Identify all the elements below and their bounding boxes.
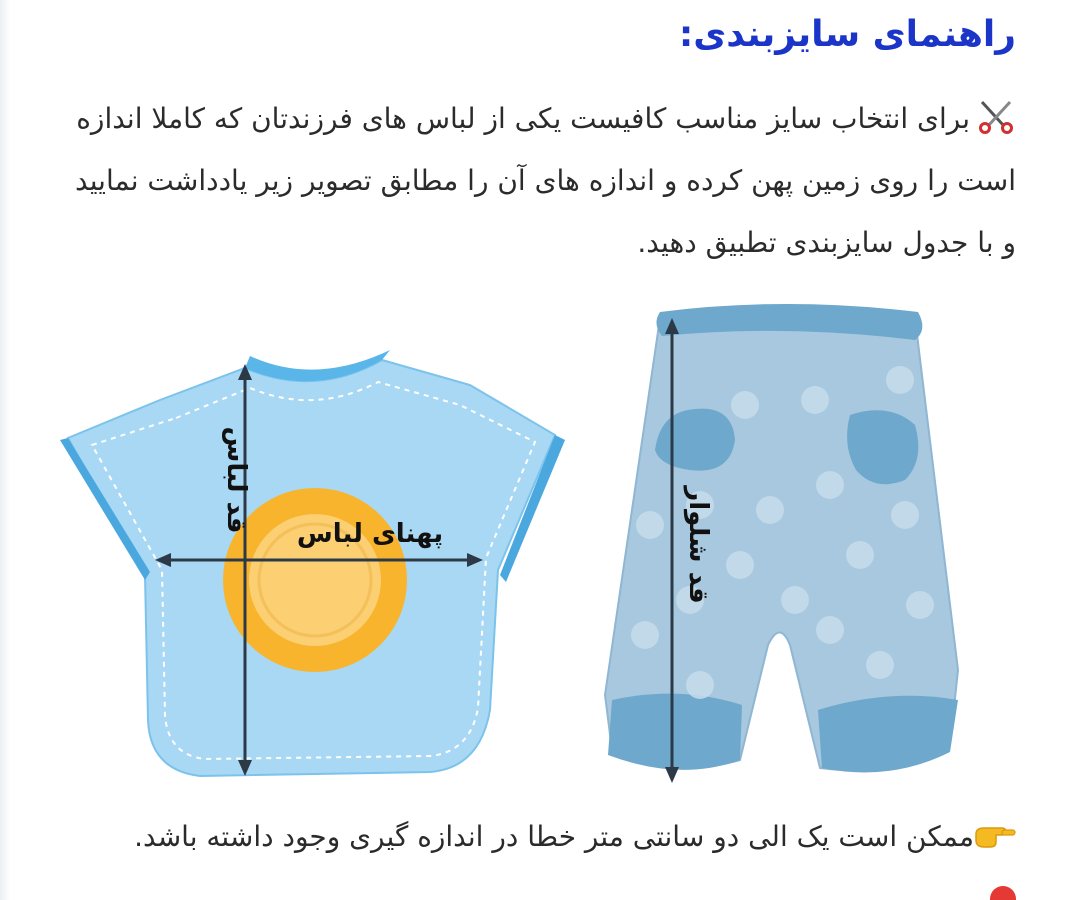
intro-paragraph [56, 88, 1016, 274]
second-note [982, 882, 1016, 900]
measurement-illustration [0, 290, 1080, 800]
size-guide-title: راهنمای سایزبندی: [678, 14, 1016, 55]
intro-text: برای انتخاب سایز مناسب کافیست یکی از لباس های فرزندتان که کاملا اندازه است را روی زمین پهن کرده و اندازه های آن را مطابق تصویر زیر یادداشت نمایید و با جدول سایزبندی تطبیق دهید. [75, 102, 1016, 259]
pants-length-label: قد شلوار [683, 486, 713, 604]
shirt-height-label: قد لباس [221, 426, 251, 534]
note-text: ممکن است یک الی دو سانتی متر خطا در اندازه گیری وجود داشته باشد. [134, 820, 974, 853]
scissors-icon [976, 94, 1016, 130]
shirt-width-label: پهنای لباس [296, 519, 444, 549]
shirt-illustration [60, 350, 565, 776]
red-circle-icon [990, 886, 1016, 900]
pointing-hand-icon [974, 820, 1016, 850]
pants-illustration [605, 304, 958, 783]
measurement-note [134, 820, 1016, 853]
